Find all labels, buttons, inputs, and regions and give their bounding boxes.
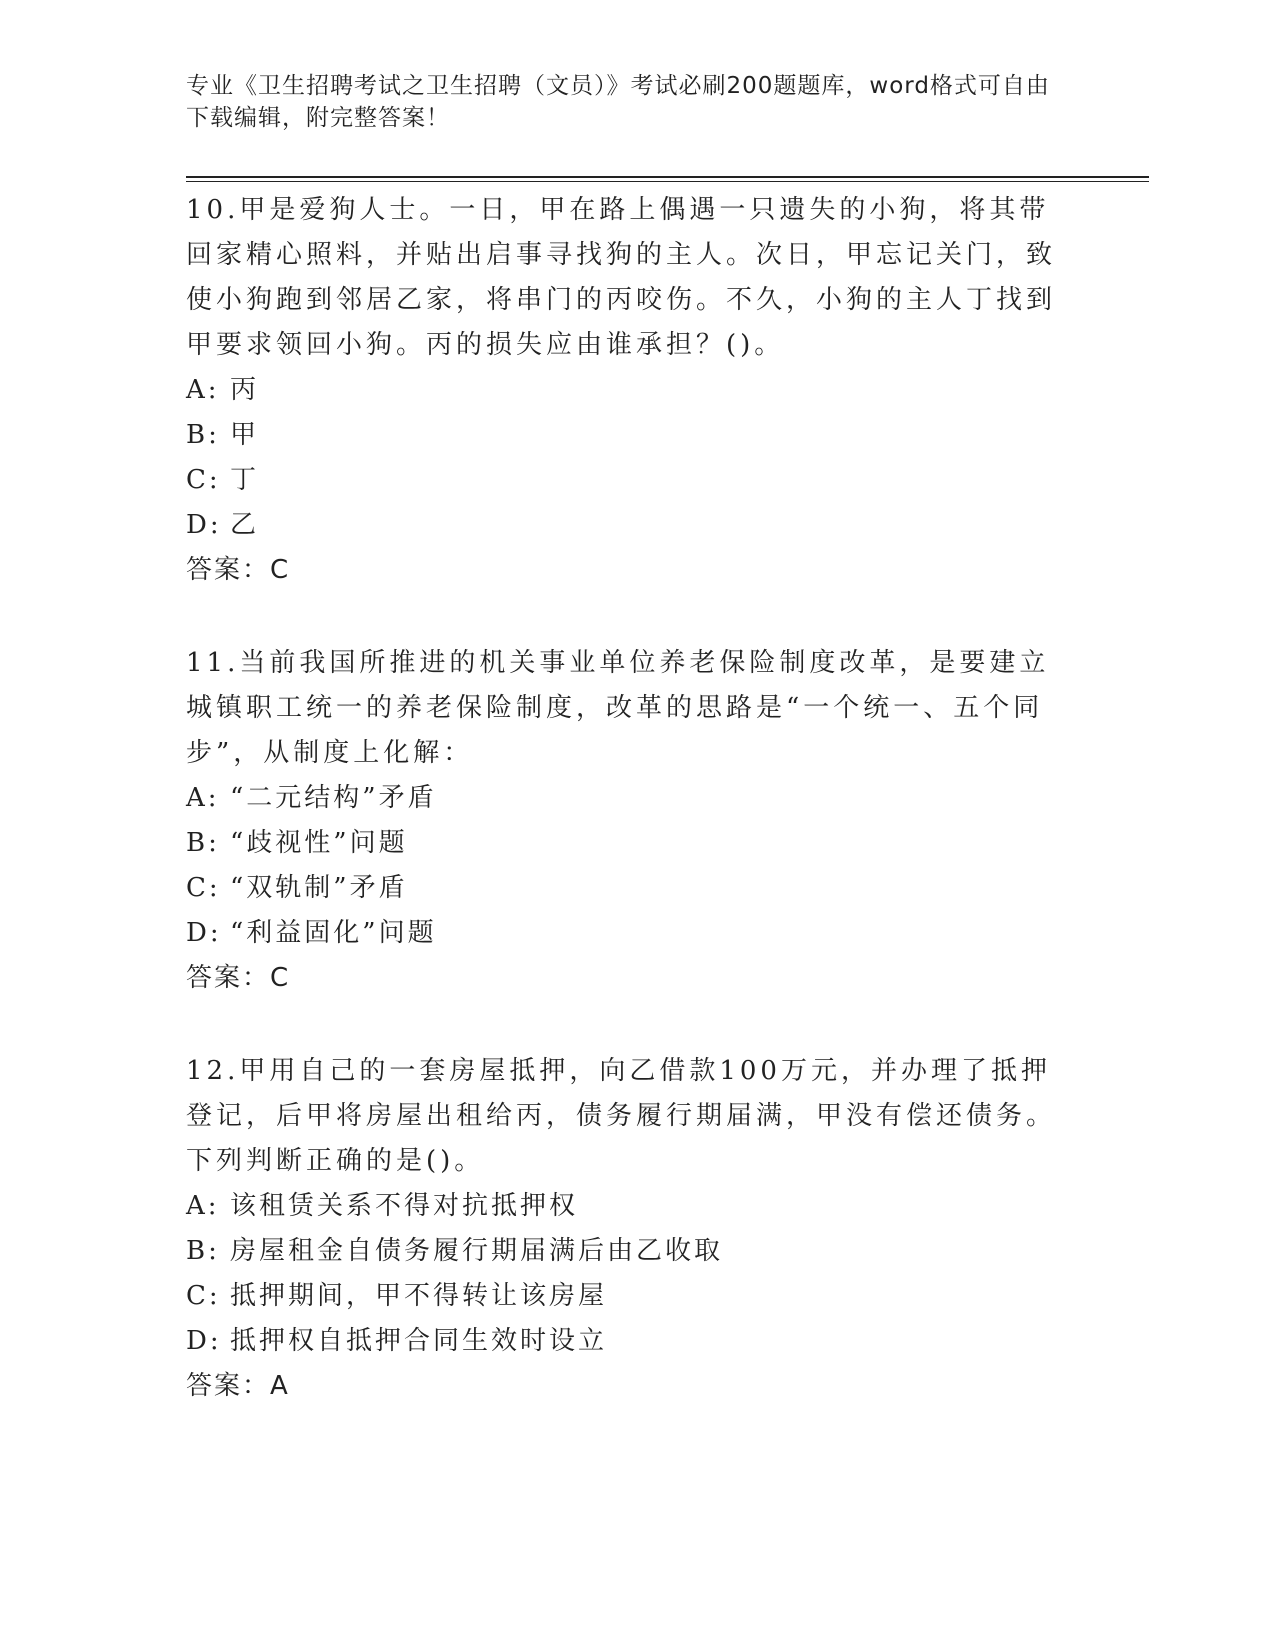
option-letter: B: — [186, 420, 220, 450]
option-b — [186, 413, 1086, 458]
option-d — [186, 911, 1086, 956]
option-text: 丙 — [230, 375, 260, 405]
option-text: “二元结构”矛盾 — [230, 783, 437, 813]
option-text: 抵押期间，甲不得转让该房屋 — [230, 1281, 608, 1311]
question-stem: 11.当前我国所推进的机关事业单位养老保险制度改革，是要建立城镇职工统一的养老保险制度，改革的思路是“一个统一、五个同步”，从制度上化解： — [186, 648, 1050, 768]
option-text: 乙 — [230, 510, 260, 540]
option-c — [186, 1274, 1086, 1319]
option-text: “歧视性”问题 — [230, 828, 408, 858]
option-letter: A: — [186, 1191, 220, 1221]
option-b — [186, 1229, 1086, 1274]
option-text: 抵押权自抵押合同生效时设立 — [230, 1326, 608, 1356]
option-letter: A: — [186, 783, 220, 813]
option-text: 该租赁关系不得对抗抵押权 — [230, 1191, 579, 1221]
option-c — [186, 458, 1086, 503]
option-b — [186, 821, 1086, 866]
option-letter: D: — [186, 1326, 222, 1356]
option-text: “双轨制”矛盾 — [230, 873, 408, 903]
option-letter: D: — [186, 918, 222, 948]
answer-line: 答案：C — [186, 555, 291, 585]
option-d — [186, 1319, 1086, 1364]
option-letter: C: — [186, 873, 221, 903]
option-a — [186, 776, 1086, 821]
option-text: 房屋租金自债务履行期届满后由乙收取 — [230, 1236, 724, 1266]
option-d — [186, 503, 1086, 548]
option-a — [186, 368, 1086, 413]
option-letter: C: — [186, 465, 221, 495]
header-divider-thin — [186, 181, 1149, 182]
question-12 — [186, 1049, 1086, 1409]
option-text: “利益固化”问题 — [230, 918, 437, 948]
question-10 — [186, 188, 1086, 593]
option-c — [186, 866, 1086, 911]
option-text: 丁 — [230, 465, 260, 495]
option-letter: B: — [186, 1236, 220, 1266]
question-11 — [186, 641, 1086, 1001]
question-stem: 10.甲是爱狗人士。一日，甲在路上偶遇一只遗失的小狗，将其带回家精心照料，并贴出启事寻找狗的主人。次日，甲忘记关门，致使小狗跑到邻居乙家，将串门的丙咬伤。不久，小狗的主人丁找到甲要求领回小狗。丙的损失应由谁承担？()。 — [186, 195, 1057, 360]
answer-line: 答案：C — [186, 963, 291, 993]
option-a — [186, 1184, 1086, 1229]
document-header: 专业《卫生招聘考试之卫生招聘（文员）》考试必刷200题题库，word格式可自由下载编辑，附完整答案！ — [186, 73, 1050, 131]
option-letter: C: — [186, 1281, 221, 1311]
header-divider-thick — [186, 176, 1149, 178]
question-stem: 12.甲用自己的一套房屋抵押，向乙借款100万元，并办理了抵押登记，后甲将房屋出租给丙，债务履行期届满，甲没有偿还债务。下列判断正确的是()。 — [186, 1056, 1057, 1176]
answer-line: 答案：A — [186, 1371, 290, 1401]
option-text: 甲 — [230, 420, 260, 450]
option-letter: A: — [186, 375, 220, 405]
option-letter: B: — [186, 828, 220, 858]
option-letter: D: — [186, 510, 222, 540]
